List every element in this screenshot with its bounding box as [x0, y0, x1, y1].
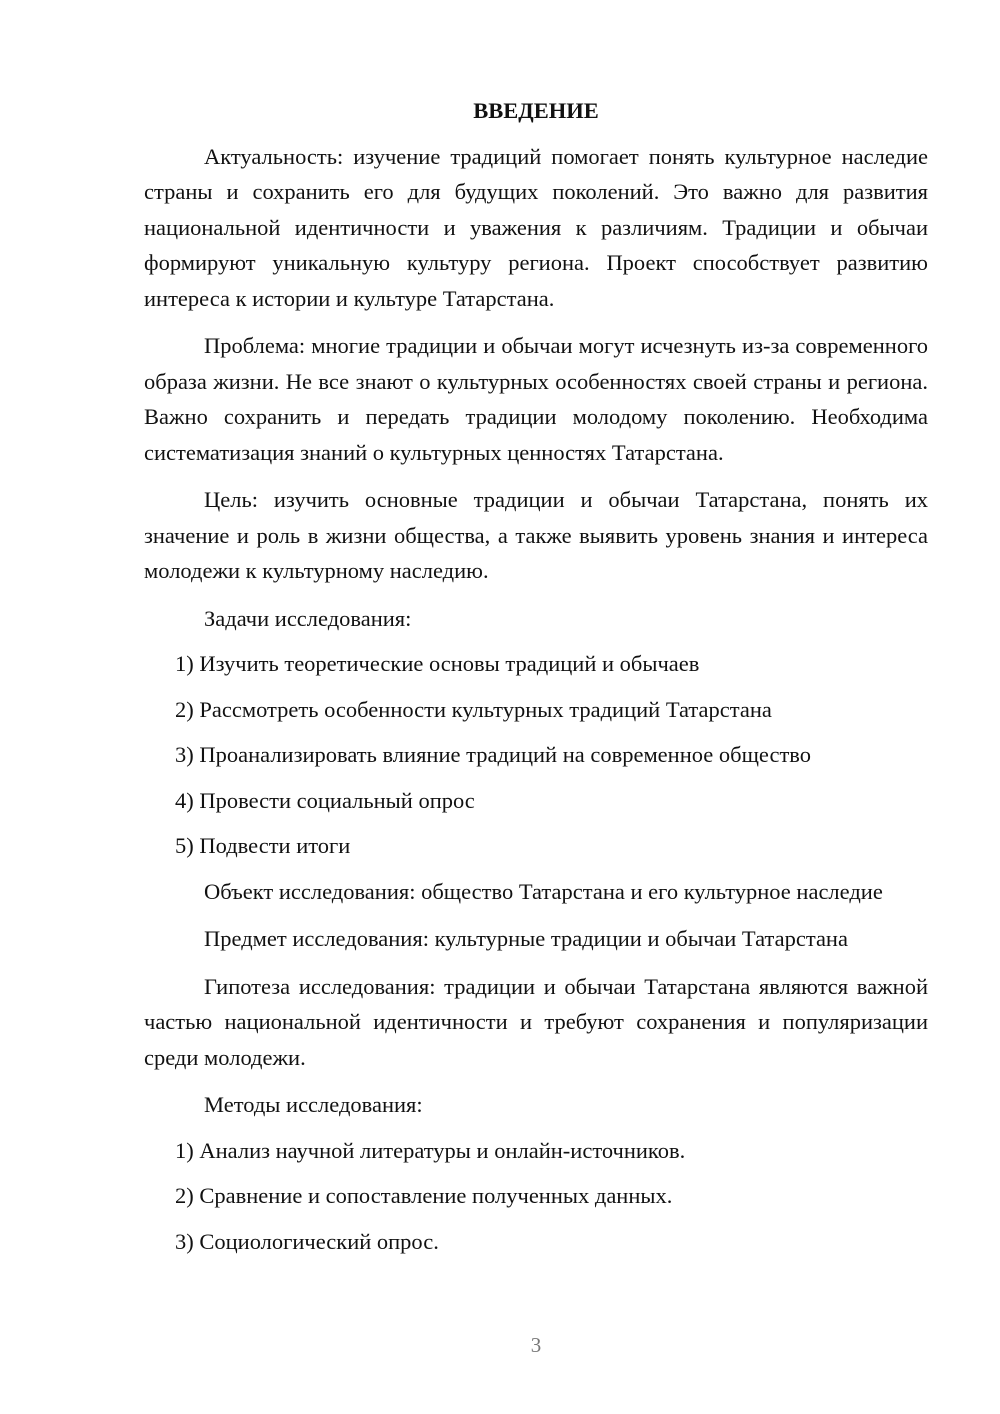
page-content: [144, 93, 928, 1269]
method-item: 2) Сравнение и сопоставление полученных данных.: [175, 1183, 673, 1208]
task-item: 4) Провести социальный опрос: [175, 787, 475, 813]
methods-heading: Методы исследования:: [204, 1092, 423, 1117]
task-item: 1) Изучить теоретические основы традиций и обычаев: [175, 651, 700, 676]
page-title: ВВЕДЕНИЕ: [473, 98, 599, 123]
object-paragraph: Объект исследования: общество Татарстана и его культурное наследие: [204, 878, 883, 904]
method-item: 1) Анализ научной литературы и онлайн-источников.: [175, 1137, 686, 1163]
relevance-paragraph: Актуальность: изучение традиций помогает понять культурное наследие страны и сохранить его для будущих поколений. Это важно для развития национальной идентичности и уважения к различиям. Традиции и обычаи формируют уникальную культуру региона. Проект способствует развитию интереса к истории и культуре Татарстана.: [144, 143, 928, 311]
task-item: 3) Проанализировать влияние традиций на современное общество: [175, 742, 811, 767]
task-item: 2) Рассмотреть особенности культурных традиций Татарстана: [175, 696, 772, 722]
goal-paragraph: Цель: изучить основные традиции и обычаи Татарстана, понять их значение и роль в жизни общества, а также выявить уровень знания и интереса молодежи к культурному наследию.: [144, 487, 928, 583]
problem-paragraph: Проблема: многие традиции и обычаи могут исчезнуть из-за современного образа жизни. Не все знают о культурных особенностях своей страны и региона. Важно сохранить и передать традиции молодому поколению. Необходима систематизация знаний о культурных ценностях Татарстана.: [144, 333, 928, 465]
methods-list: [144, 1133, 928, 1260]
tasks-list: [144, 646, 928, 864]
hypothesis-paragraph: Гипотеза исследования: традиции и обычаи Татарстана являются важной частью национальной идентичности и требуют сохранения и популяризации среди молодежи.: [144, 973, 928, 1070]
task-item: 5) Подвести итоги: [175, 833, 351, 858]
tasks-heading: Задачи исследования:: [204, 605, 412, 631]
subject-paragraph: Предмет исследования: культурные традиции и обычаи Татарстана: [204, 926, 848, 951]
page-number: 3: [530, 1333, 542, 1357]
method-item: 3) Социологический опрос.: [175, 1228, 439, 1254]
